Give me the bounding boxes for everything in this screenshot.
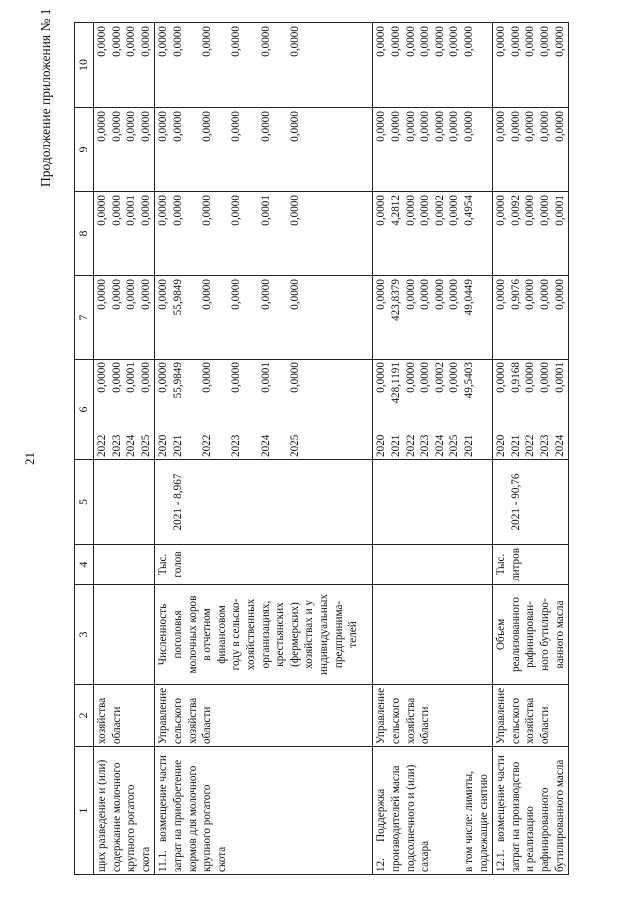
year-values-cell — [493, 360, 569, 460]
value: 0,0000 — [230, 111, 243, 142]
value: 0,0000 — [139, 362, 152, 393]
value: 0,0000 — [524, 362, 537, 393]
value: 4,2812 — [389, 195, 402, 226]
value: 0,0000 — [375, 195, 388, 226]
text-line: финансовом — [215, 605, 228, 664]
value: 0,0000 — [448, 195, 461, 226]
indicator-cell — [373, 585, 493, 685]
header-cell: 10 — [75, 23, 94, 108]
value: 0,0000 — [538, 111, 551, 142]
value: 0,0000 — [110, 195, 123, 226]
text-line: области — [110, 706, 123, 744]
base-value-cell — [155, 460, 373, 545]
text-line: году в сельско- — [230, 598, 243, 671]
value: 0,9168 — [509, 362, 522, 393]
year-label: 2025 — [448, 434, 461, 457]
text-line: молочных коров — [186, 595, 199, 674]
value: 0,0000 — [404, 279, 417, 310]
value: 0,0001 — [259, 195, 272, 226]
year-label: 2021 — [171, 434, 184, 457]
values-cell — [493, 192, 569, 276]
text-line: Поддержка — [375, 788, 388, 842]
value: 0,0000 — [375, 111, 388, 142]
value: 0,0001 — [553, 362, 566, 393]
value: 0,0000 — [404, 195, 417, 226]
values-cell — [94, 276, 155, 360]
value: 0,0000 — [230, 195, 243, 226]
text-line: хозяйства — [186, 697, 199, 744]
value: 0,0000 — [139, 279, 152, 310]
year-label: 2023 — [419, 434, 432, 457]
text-line: крупного рогатого — [201, 784, 214, 872]
value: 0,0000 — [389, 26, 402, 57]
value: 0,0000 — [509, 111, 522, 142]
unit-cell — [155, 545, 373, 585]
value: 0,0000 — [230, 362, 243, 393]
year-values-cell — [373, 360, 493, 460]
text-line: хозяйствах и у — [303, 599, 316, 670]
value: 0,0000 — [110, 279, 123, 310]
text-line: подсолнечного и (или) — [404, 764, 417, 872]
table-row — [155, 23, 373, 875]
value: 0,0000 — [288, 195, 301, 226]
executor-cell — [373, 685, 493, 747]
value: 0,0000 — [259, 26, 272, 57]
text-line: (фермерских) — [288, 602, 301, 667]
unit-cell — [493, 545, 569, 585]
value: 0,0000 — [495, 26, 508, 57]
value: 0,0000 — [419, 195, 432, 226]
unit-cell — [94, 545, 155, 585]
text-line: крупного рогатого — [125, 784, 138, 872]
values-cell — [373, 23, 493, 108]
value: 0,0000 — [171, 111, 184, 142]
value: 0,0000 — [201, 362, 214, 393]
values-cell — [155, 108, 373, 192]
year-label: 2021 — [389, 434, 402, 457]
value: 0,0000 — [125, 279, 138, 310]
text-line: хозяйства — [96, 697, 108, 744]
base-value-cell — [493, 460, 569, 545]
value: 0,0000 — [448, 362, 461, 393]
year-label: 2022 — [404, 434, 417, 457]
value: 0,0000 — [538, 26, 551, 57]
text-line: телей — [347, 621, 360, 648]
value: 0,0000 — [495, 111, 508, 142]
value: 0,0000 — [389, 111, 402, 142]
text-line: области — [538, 706, 551, 744]
text-line: организациях, — [259, 600, 272, 669]
value: 0,0001 — [125, 195, 138, 226]
value: 0,0000 — [448, 111, 461, 142]
value: 0,0000 — [288, 279, 301, 310]
text-line: Управление — [157, 687, 170, 744]
base-value-cell — [373, 460, 493, 545]
text-line: области — [419, 706, 432, 744]
value: 0,0001 — [125, 362, 138, 393]
header-cell: 8 — [75, 192, 94, 276]
table-row — [94, 23, 155, 875]
row-number: 12. — [375, 858, 388, 872]
header-row — [75, 23, 94, 875]
text-line: возмещение части — [157, 755, 170, 842]
value: 0,0000 — [125, 26, 138, 57]
header-cell: 3 — [75, 585, 94, 685]
year-label: 2023 — [538, 434, 551, 457]
text-line: и реализацию — [524, 806, 537, 872]
value: 0,0000 — [495, 362, 508, 393]
text-line: хозяйственных — [244, 598, 257, 671]
text-line: затрат на приобретение — [171, 759, 184, 872]
executor-cell — [94, 685, 155, 747]
value: 49,0449 — [462, 279, 475, 316]
year-label: 2025 — [288, 434, 301, 457]
indicator-cell — [155, 585, 373, 685]
text-line: скота — [139, 846, 152, 872]
executor-cell — [155, 685, 373, 747]
value: 0,0000 — [553, 26, 566, 57]
value: 0,0000 — [157, 279, 170, 310]
text-line: ванного масла — [553, 600, 566, 669]
year-label: 2022 — [96, 434, 108, 457]
value: 0,0000 — [201, 279, 214, 310]
row-name-cell — [373, 747, 493, 875]
table-row — [493, 23, 569, 875]
value: 0,0000 — [419, 111, 432, 142]
text-line: Объем — [495, 618, 508, 651]
text-line: голов — [171, 551, 184, 578]
value: 0,0000 — [259, 279, 272, 310]
values-cell — [493, 23, 569, 108]
value: 55,9849 — [171, 362, 184, 399]
appendix-table — [74, 22, 569, 875]
value: 0,0000 — [171, 195, 184, 226]
value: 0,0000 — [230, 26, 243, 57]
value: 0,0000 — [538, 195, 551, 226]
value: 0,0000 — [157, 111, 170, 142]
text-line: сельского — [509, 697, 522, 744]
text-line: рафинированного — [538, 787, 551, 872]
value: 0,0000 — [509, 26, 522, 57]
value: 428,1191 — [389, 362, 402, 404]
value: 0,0000 — [259, 111, 272, 142]
year-values-cell — [94, 360, 155, 460]
value: 0,0000 — [524, 26, 537, 57]
value: 0,0000 — [448, 279, 461, 310]
value: 0,0000 — [553, 111, 566, 142]
text-line: предпринима- — [332, 600, 345, 669]
text-line: бутилированного масла — [553, 759, 566, 872]
text-line: хозяйства — [524, 697, 537, 744]
year-label: 2021 — [462, 434, 475, 457]
row-name-cell — [94, 747, 155, 875]
header-cell: 6 — [75, 360, 94, 460]
text-line: сельского — [389, 697, 402, 744]
value: 0,0000 — [419, 279, 432, 310]
value: 0,0000 — [462, 111, 475, 142]
value: 0,0000 — [375, 362, 388, 393]
text-line: возмещение части — [495, 755, 508, 842]
value: 0,0000 — [462, 26, 475, 57]
values-cell — [373, 108, 493, 192]
value: 0,0000 — [433, 279, 446, 310]
header-cell: 2 — [75, 685, 94, 747]
value: 0,0000 — [110, 111, 123, 142]
text-line: рафинирован- — [524, 601, 537, 668]
value: 0,0000 — [404, 362, 417, 393]
row-number: 11.1. — [157, 850, 170, 872]
value: 0,0000 — [419, 26, 432, 57]
executor-cell — [493, 685, 569, 747]
text-line: щих разведение и (или) — [96, 759, 108, 872]
base-value: 2021 - 8,967 — [171, 473, 184, 531]
text-line: сахара — [419, 840, 432, 872]
value: 0,0000 — [96, 195, 108, 226]
text-line: Управление — [495, 687, 508, 744]
year-values-cell — [155, 360, 373, 460]
text-line: Управление — [375, 687, 388, 744]
value: 0,0000 — [96, 26, 108, 57]
value: 0,0000 — [171, 26, 184, 57]
value: 0,0000 — [404, 111, 417, 142]
text-line: сельского — [171, 697, 184, 744]
values-cell — [155, 23, 373, 108]
text-line: хозяйства — [404, 697, 417, 744]
text-line: в отчетном — [201, 608, 214, 661]
row-name-cell — [493, 747, 569, 875]
value: 0,0000 — [157, 26, 170, 57]
text-line: Тыс. — [495, 553, 508, 576]
base-value: 2021 - 90,76 — [509, 473, 522, 531]
year-label: 2024 — [553, 434, 566, 457]
year-label: 2023 — [110, 434, 123, 457]
value: 0,0000 — [495, 195, 508, 226]
value: 0,0000 — [524, 111, 537, 142]
header-cell: 1 — [75, 747, 94, 875]
value: 0,0000 — [524, 195, 537, 226]
row-name-cell — [155, 747, 373, 875]
year-label: 2020 — [375, 434, 388, 457]
value: 0,0000 — [288, 26, 301, 57]
base-value-cell — [94, 460, 155, 545]
text-line: индивидуальных — [317, 594, 330, 675]
year-label: 2023 — [230, 434, 243, 457]
text-line: скота — [215, 846, 228, 872]
value: 0,4954 — [462, 195, 475, 226]
values-cell — [493, 108, 569, 192]
table-row — [373, 23, 493, 875]
value: 0,0000 — [288, 362, 301, 393]
year-label: 2022 — [524, 434, 537, 457]
text-line: подлежащие снятию — [477, 774, 490, 872]
header-cell: 5 — [75, 460, 94, 545]
text-line: затрат на производство — [509, 761, 522, 872]
year-label: 2022 — [201, 434, 214, 457]
value: 0,0000 — [110, 26, 123, 57]
text-line: производителей масла — [389, 765, 402, 872]
year-label: 2020 — [157, 434, 170, 457]
text-line: ного бутилиро- — [538, 598, 551, 671]
text-line: Тыс. — [157, 553, 170, 576]
value: 0,0000 — [375, 26, 388, 57]
text-line: кормов для молочного — [186, 765, 199, 872]
indicator-cell — [94, 585, 155, 685]
value: 55,9849 — [171, 279, 184, 316]
value: 0,0000 — [139, 26, 152, 57]
value: 0,0000 — [230, 279, 243, 310]
value: 0,0002 — [433, 195, 446, 226]
text-line: содержание молочного — [110, 762, 123, 872]
value: 0,0000 — [96, 362, 108, 393]
text-line: области — [201, 706, 214, 744]
value: 0,0092 — [509, 195, 522, 226]
value: 0,0000 — [139, 111, 152, 142]
value: 0,0000 — [495, 279, 508, 310]
value: 0,0000 — [419, 362, 432, 393]
value: 0,0000 — [433, 111, 446, 142]
value: 0,0000 — [538, 362, 551, 393]
values-cell — [373, 192, 493, 276]
text-line: литров — [509, 547, 522, 582]
value: 0,0000 — [201, 111, 214, 142]
appendix-title: Продолжение приложения № 1 — [38, 8, 53, 187]
year-label: 2024 — [125, 434, 138, 457]
value: 0,0000 — [448, 26, 461, 57]
text-line: Численность — [157, 603, 170, 666]
header-cell: 7 — [75, 276, 94, 360]
value: 0,0000 — [96, 279, 108, 310]
value: 0,0000 — [288, 111, 301, 142]
values-cell — [94, 23, 155, 108]
text-line: в том числе: лимиты, — [462, 771, 475, 872]
year-label: 2024 — [259, 434, 272, 457]
year-label: 2020 — [495, 434, 508, 457]
header-cell: 9 — [75, 108, 94, 192]
value: 0,0000 — [96, 111, 108, 142]
values-cell — [493, 276, 569, 360]
value: 423,8379 — [389, 279, 402, 321]
page-number: 21 — [22, 452, 37, 465]
value: 0,0000 — [201, 26, 214, 57]
text-line: реализованного — [509, 597, 522, 672]
value: 0,0002 — [433, 362, 446, 393]
year-label: 2021 — [509, 434, 522, 457]
year-label: 2025 — [139, 434, 152, 457]
value: 49,5403 — [462, 362, 475, 399]
value: 0,0000 — [125, 111, 138, 142]
values-cell — [373, 276, 493, 360]
indicator-cell — [493, 585, 569, 685]
year-label: 2024 — [433, 434, 446, 457]
value: 0,0000 — [538, 279, 551, 310]
value: 0,0000 — [375, 279, 388, 310]
text-line: поголовья — [171, 610, 184, 659]
text-line: крестьянских — [274, 602, 287, 667]
values-cell — [155, 276, 373, 360]
value: 0,0000 — [553, 279, 566, 310]
values-cell — [94, 192, 155, 276]
unit-cell — [373, 545, 493, 585]
value: 0,0001 — [259, 362, 272, 393]
value: 0,0000 — [201, 195, 214, 226]
header-cell: 4 — [75, 545, 94, 585]
value: 0,0000 — [110, 362, 123, 393]
value: 0,0000 — [157, 195, 170, 226]
row-number: 12.1. — [495, 849, 508, 872]
values-cell — [155, 192, 373, 276]
value: 0,0000 — [139, 195, 152, 226]
value: 0,0000 — [524, 279, 537, 310]
value: 0,9076 — [509, 279, 522, 310]
value: 0,0000 — [157, 362, 170, 393]
value: 0,0000 — [433, 26, 446, 57]
value: 0,0000 — [404, 26, 417, 57]
values-cell — [94, 108, 155, 192]
value: 0,0001 — [553, 195, 566, 226]
